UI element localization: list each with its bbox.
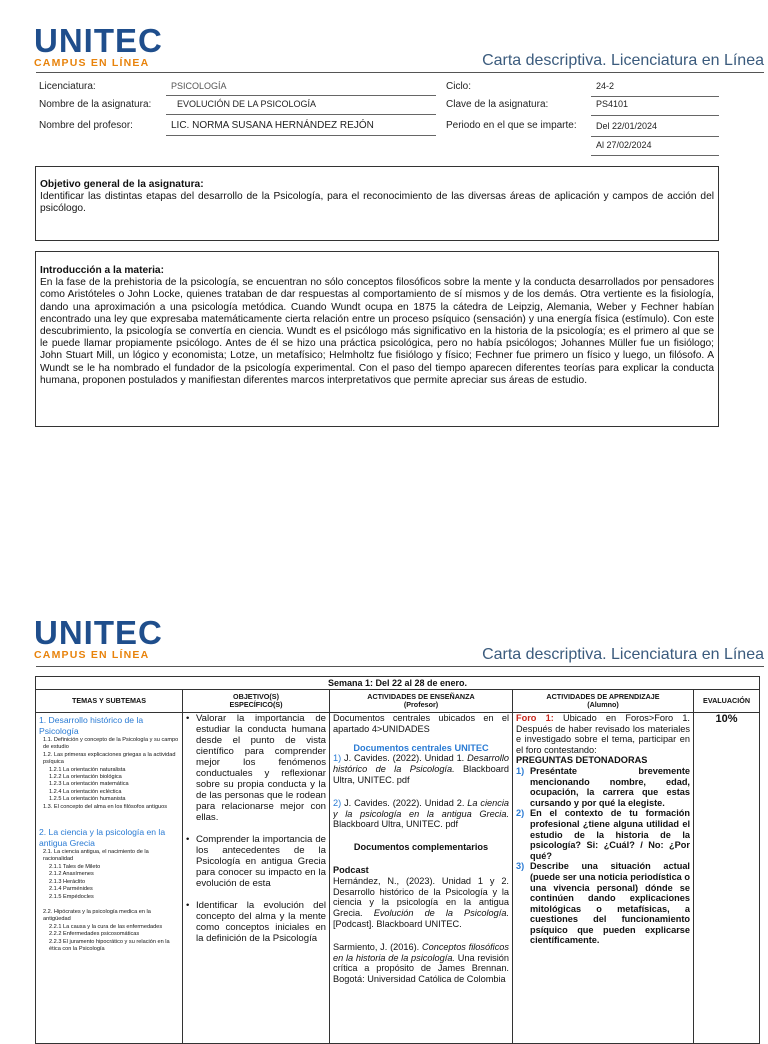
introduccion-text: En la fase de la prehistoria de la psicología, se encuentran no sólo conceptos filosóficos sobre la mente y la conducta desarrollados por pensadores como Aristóteles o John Locke, quienes trataban de dar respuestas al comportamiento de sí mismos y de los demás. Otra vertiente es la fisiología, dando una aproximación a una psicología metódica. Cuando Wundt ocupa en 1875 la cátedra de Leipzig, Alemania, Weber y Fechner habían encontrado una ley que expresaba matemáticamente cierta relación entre un proceso psíquico (sensación) y una energía física (estímulo). Con este descubrimiento, la psicología se convertía en ciencia. Wundt es el psicólogo más significativo en la historia de la psicología; es el primero al que se le puede llamar propiamente psicólogo. Antes de él se hizo una práctica psicológica, pero no había psicólogos; Johannes Müller fue un fisiólogo; John Stuart Mill, un lógico y economista; Lotze, un metafísico; Helmholtz fue fisiólogo y físico; Fechner fue primero un físico y luego, un filósofo. A Wundt se le ha nombrado el fundador de la psicología experimental. Con el paso del tiempo aparecen diferentes teorías para explicar la conducta humana, proponen postulados y manifiestan diferentes marcos interpretativos que permite apreciar sus áreas de estudio.	[40, 277, 714, 386]
header-ensenanza: ACTIVIDADES DE ENSEÑANZA (Profesor)	[330, 690, 513, 713]
subtema: 2.2. Hipócrates y la psicología medica en la antigüedad	[43, 908, 151, 923]
licenciatura-underline	[166, 95, 436, 96]
unitec-logo	[34, 22, 163, 69]
subtema: 2.1.1 Tales de Mileto	[49, 863, 101, 870]
subtema: 2.1.3 Heráclito	[49, 878, 86, 885]
pregunta-2: 2) En el contexto de tu formación profesional ¿tiene alguna utilidad el estudio de la historia de la psicología? Si: ¿Cuál? / No: ¿Por qué?	[516, 808, 690, 861]
asignatura-underline	[166, 114, 436, 115]
subtema: 2.1.4 Parménides	[49, 886, 93, 893]
clave-label: Clave de la asignatura:	[446, 99, 549, 110]
logo-subtitle: CAMPUS EN LÍNEA	[34, 57, 150, 69]
objetivos-cell	[183, 713, 330, 1044]
clave-underline	[591, 115, 719, 116]
profesor-value: LIC. NORMA SUSANA HERNÁNDEZ REJÓN	[171, 120, 374, 131]
subtema: 1.2.2 La orientación biológica	[49, 774, 122, 781]
unitec-logo-page2	[34, 614, 163, 661]
subtema: 1.2. Las primeras explicaciones griegas a la actividad psíquica	[43, 751, 176, 766]
subtema: 1.2.1 La orientación naturalista	[49, 766, 126, 773]
header-divider	[36, 72, 764, 73]
licenciatura-value: PSICOLOGÍA	[171, 81, 227, 91]
profesor-label: Nombre del profesor:	[39, 120, 133, 131]
asignatura-label: Nombre de la asignatura:	[39, 99, 152, 110]
subtema: 2.2.1 La causa y la cura de las enfermedades	[49, 923, 163, 930]
ensenanza-cell	[330, 713, 513, 1044]
evaluacion-value: 10%	[715, 713, 738, 725]
subtema: 1.2.3 La orientación matemática	[49, 781, 129, 788]
week-title: Semana 1: Del 22 al 28 de enero.	[36, 677, 760, 690]
tema-2: 2. La ciencia y la psicología en la antigua Grecia	[39, 827, 166, 849]
objetivo-general-box	[35, 166, 719, 241]
podcast-reference: Hernández, N., (2023). Unidad 1 y 2. Desarrollo histórico de la Psicología y la ciencia y la psicología en la antigua Grecia. Evolución de la Psicología. [Podcast]. Blackboard UNITEC.	[333, 875, 509, 929]
logo-word: UNITEC	[34, 22, 163, 59]
document-title-page2: Carta descriptiva. Licenciatura en Línea	[482, 646, 764, 663]
ciclo-underline	[591, 96, 719, 97]
tema-1: 1. Desarrollo histórico de la Psicología	[39, 715, 144, 736]
documentos-complementarios-heading: Documentos complementarios	[353, 842, 489, 853]
introduccion-box	[35, 251, 719, 427]
periodo-al-underline	[591, 155, 719, 156]
pregunta-1: 1) Preséntate brevemente mencionando nombre, edad, ocupación, la carrera que estas cursando y por qué la elegiste.	[516, 765, 690, 808]
periodo-del-value: Del 22/01/2024	[596, 121, 658, 131]
logo-subtitle: CAMPUS EN LÍNEA	[34, 649, 150, 661]
logo-word: UNITEC	[34, 614, 163, 651]
pregunta-3: 3) Describe una situación actual (puede ser una noticia periodística o una vivencia personal) dónde se continúen dando explicaciones mitológicas o metafísicas, a cuestiones del funcionamiento psíquico que pueden explicarse científicamente.	[516, 861, 690, 946]
documentos-centrales-heading: Documentos centrales UNITEC	[353, 742, 489, 753]
documento-2: 2) J. Cavides. (2022). Unidad 2. La ciencia y la psicología en la antigua Grecia. Blackboard Ultra, UNITEC. pdf	[333, 797, 509, 830]
preguntas-detonadoras-heading: PREGUNTAS DETONADORAS	[516, 755, 648, 766]
clave-value: PS4101	[596, 99, 629, 109]
subtema: 2.1.2 Anaxímenes	[49, 871, 94, 878]
header-aprendizaje: ACTIVIDADES DE APRENDIZAJE (Alumno)	[513, 690, 694, 713]
profesor-underline	[166, 135, 436, 136]
subtema: 1.2.4 La orientación ecléctica	[49, 788, 122, 795]
subtema: 2.1.5 Empédocles	[49, 893, 94, 900]
subtema: 1.3. El concepto del alma en los filósofos antiguos	[43, 803, 168, 810]
objetivo-text: Identificar las distintas etapas del desarrollo de la Psicología, para el reconocimiento de las diversas áreas de aplicación y campos de acción del psicólogo.	[40, 191, 714, 215]
asignatura-value: EVOLUCIÓN DE LA PSICOLOGÍA	[177, 99, 317, 109]
subtema: 1.2.5 La orientación humanista	[49, 796, 126, 803]
periodo-al-value: Al 27/02/2024	[596, 140, 652, 150]
subtema: 2.2.3 El juramento hipocrático y su relación en la ética con la Psicología	[49, 938, 170, 952]
periodo-del-underline	[591, 136, 719, 137]
licenciatura-label: Licenciatura:	[39, 81, 96, 92]
foro-instructions: Foro 1: Ubicado en Foros>Foro 1. Después de haber revisado los materiales e investigado sobre el tema, participar en el foro contestando:	[516, 713, 690, 755]
subtema: 2.2.2 Enfermedades psicosomáticas	[49, 931, 140, 938]
aprendizaje-cell	[513, 713, 694, 1044]
periodo-label: Periodo en el que se imparte:	[446, 120, 577, 131]
evaluacion-cell	[694, 713, 760, 1044]
week-1-table	[35, 676, 760, 1044]
header-divider-page2	[36, 666, 764, 667]
podcast-heading: Podcast	[333, 864, 369, 875]
temas-cell	[36, 713, 183, 1044]
documento-1: 1) J. Cavides. (2022). Unidad 1. Desarrollo histórico de la Psicología. Blackboard Ultra, UNITEC. pdf	[333, 753, 509, 785]
ciclo-value: 24-2	[596, 81, 615, 91]
objetivo-heading: Objetivo general de la asignatura:	[40, 179, 204, 190]
subtema: 1.1. Definición y concepto de la Psicología y su campo de estudio	[43, 737, 179, 751]
objetivo-item: • Valorar la importancia de estudiar la conducta humana desde el punto de vista científico para comprender mejor los fenómenos conductuales y reflexionar sobre su propia conducta y la de las personas que le rodean para relacionarse mejor con ellas.	[186, 713, 326, 823]
header-temas: TEMAS Y SUBTEMAS	[36, 690, 183, 713]
ciclo-label: Ciclo:	[446, 81, 472, 92]
objetivo-item: • Identificar la evolución del concepto del alma y la mente como conceptos iniciales en la definición de la Psicología	[186, 900, 326, 944]
objetivo-item: • Comprender la importancia de los antecedentes de la Psicología en antigua Grecia para conocer su impacto en la evolución de esta	[186, 834, 326, 889]
document-title: Carta descriptiva. Licenciatura en Línea	[482, 52, 764, 69]
header-objetivos: OBJETIVO(S) ESPECÍFICO(S)	[183, 690, 330, 713]
introduccion-heading: Introducción a la materia:	[40, 265, 164, 276]
header-evaluacion: EVALUACIÓN	[694, 690, 760, 713]
subtema: 2.1. La ciencia antigua, el nacimiento de la racionalidad	[43, 849, 149, 863]
ensenanza-intro: Documentos centrales ubicados en el apartado 4>UNIDADES	[333, 713, 509, 734]
sarmiento-reference: Sarmiento, J. (2016). Conceptos filosóficos en la historia de la psicología. Una revisión crítica a propósito de James Brennan. Bogotá: Universidad Católica de Colombia	[333, 941, 509, 985]
